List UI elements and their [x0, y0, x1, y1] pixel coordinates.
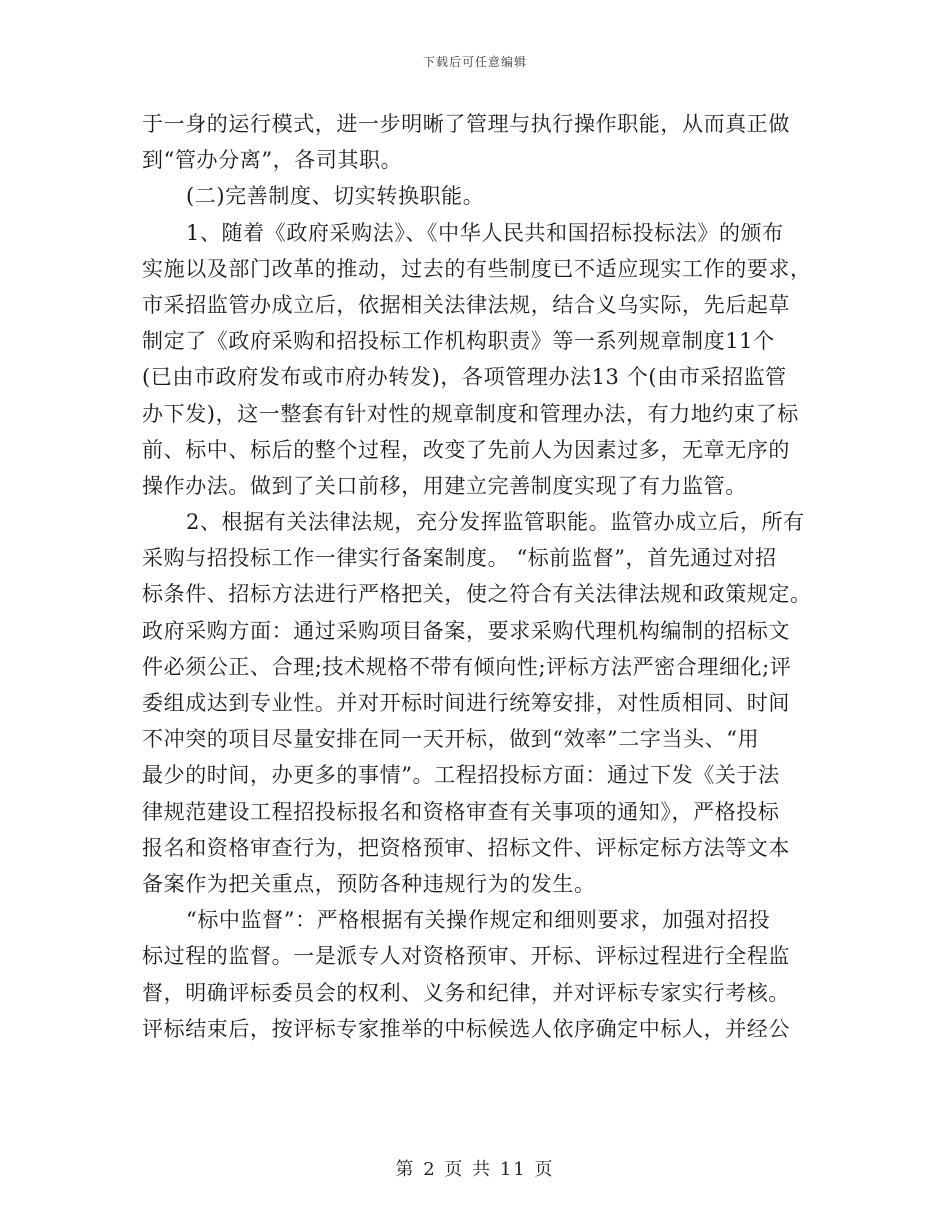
- page-header-note: 下载后可任意编辑: [422, 55, 527, 69]
- section-heading: (二)完善制度、切实转换职能。: [186, 184, 485, 209]
- text-line: 到“管办分离”，各司其职。: [142, 148, 403, 173]
- text-line: 1、随着《政府采购法》、《中华人民共和国招标投标法》的颁布: [186, 220, 784, 245]
- text-line: 督，明确评标委员会的权利、义务和纪律，并对评标专家实行考核。: [142, 980, 790, 1005]
- text-line: 不冲突的项目尽量安排在同一天开标，做到“效率”二字当头、“用: [142, 727, 760, 752]
- text-line: 委组成达到专业性。并对开标时间进行统筹安排，对性质相同、时间: [142, 691, 790, 715]
- text-line: 实施以及部门改革的推动，过去的有些制度已不适应现实工作的要求，: [142, 256, 812, 281]
- text-line: 2、根据有关法律法规，充分发挥监管职能。监管办成立后，所有: [186, 510, 805, 535]
- text-line: 办下发)，这一整套有针对性的规章制度和管理办法，有力地约束了标: [142, 401, 799, 426]
- text-line: 于一身的运行模式，进一步明晰了管理与执行操作职能，从而真正做: [142, 112, 790, 136]
- text-line: 备案作为把关重点，预防各种违规行为的发生。: [142, 871, 596, 896]
- text-line: 最少的时间，办更多的事情”。工程招投标方面：通过下发《关于法: [142, 763, 780, 788]
- text-line: (已由市政府发布或市府办转发)，各项管理办法13 个(由市采招监管: [142, 365, 787, 390]
- text-line: 前、标中、标后的整个过程，改变了先前人为因素过多，无章无序的: [142, 437, 790, 462]
- text-line: 制定了《政府采购和招投标工作机构职责》等一系列规章制度11个: [142, 329, 775, 354]
- text-line: 评标结束后，按评标专家推举的中标候选人依序确定中标人，并经公: [142, 1016, 790, 1041]
- text-line: “标中监督”：严格根据有关操作规定和细则要求，加强对招投: [186, 908, 771, 933]
- text-line: 市采招监管办成立后，依据相关法律法规，结合义乌实际，先后起草: [142, 292, 790, 317]
- text-line: 报名和资格审查行为，把资格预审、招标文件、评标定标方法等文本: [142, 835, 790, 860]
- text-line: 标条件、招标方法进行严格把关，使之符合有关法律法规和政策规定。: [142, 582, 812, 607]
- text-line: 件必须公正、合理;技术规格不带有倾向性;评标方法严密合理细化;评: [142, 654, 792, 679]
- document-body: [142, 106, 812, 1047]
- text-line: 政府采购方面：通过采购项目备案，要求采购代理机构编制的招标文: [142, 618, 790, 643]
- text-line: 标过程的监督。一是派专人对资格预审、开标、评标过程进行全程监: [142, 944, 790, 969]
- page-number: 第 2 页 共 11 页: [395, 1159, 555, 1180]
- text-line: 律规范建设工程招投标报名和资格审查有关事项的通知》，严格投标: [142, 799, 780, 824]
- text-line: 采购与招投标工作一律实行备案制度。 “标前监督”，首先通过对招: [142, 546, 777, 571]
- text-line: 操作办法。做到了关口前移，用建立完善制度实现了有力监管。: [142, 473, 747, 498]
